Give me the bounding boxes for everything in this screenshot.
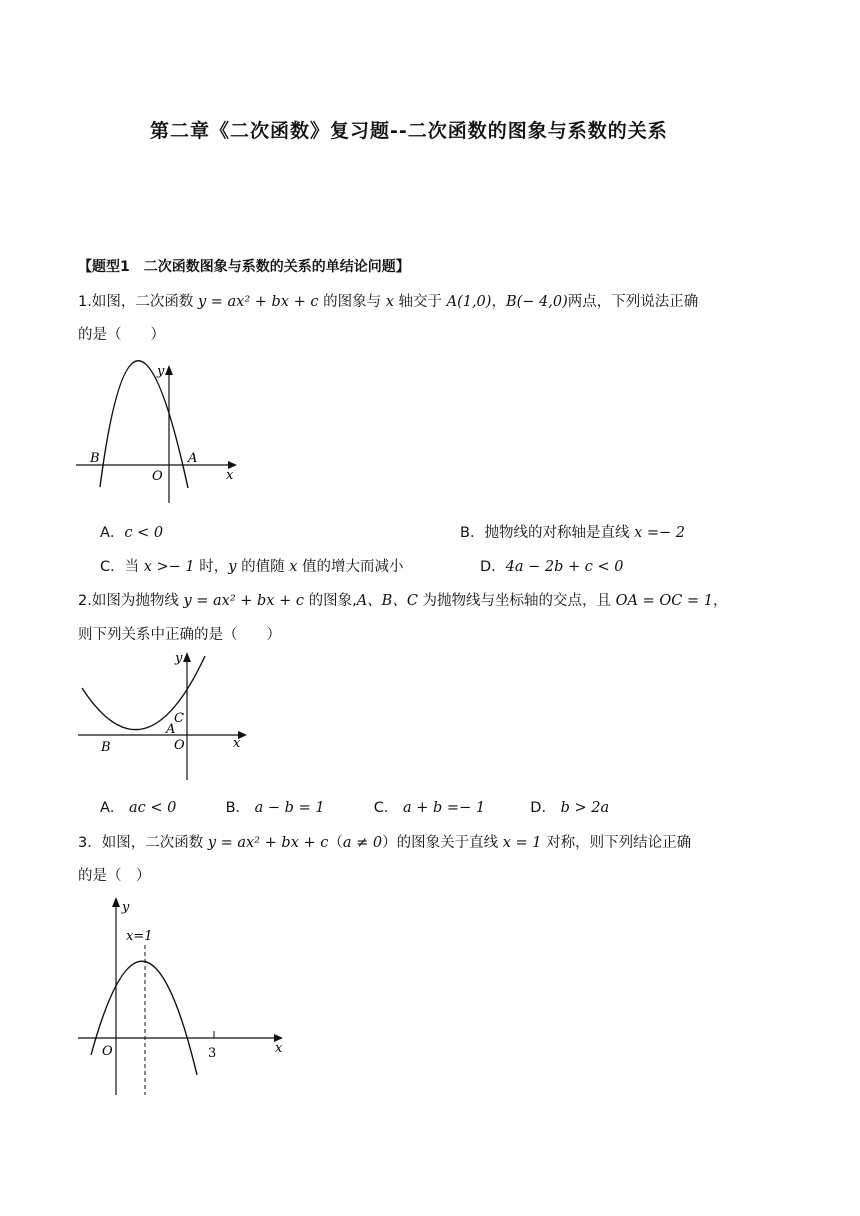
q2-label-a: A	[166, 722, 176, 737]
q2-equation: y = ax² + bx + c	[183, 593, 304, 609]
q2-label-x: x	[233, 736, 241, 751]
q3-number: 3．	[78, 835, 102, 851]
q2-label-y: y	[175, 651, 183, 666]
q1-equation: y = ax² + bx + c	[197, 294, 319, 310]
q1-label-a: A	[188, 451, 198, 466]
q3-label-axis: x=1	[126, 929, 153, 944]
q1-label-y: y	[157, 364, 165, 379]
q1-line1: 1.如图，二次函数 y = ax² + bx + c 的图象与 x 轴交于 A(1,0)，B(− 4,0)两点，下列说法正确	[78, 294, 699, 310]
q3-line2: 的是（ ）	[78, 868, 151, 884]
q2-label-c: C	[174, 711, 184, 726]
q2-condition: OA = OC = 1	[615, 593, 713, 609]
q3-label-o: O	[102, 1044, 113, 1059]
q3-label-x: x	[275, 1041, 283, 1056]
q1-label-b: B	[90, 451, 100, 466]
q3-line1: 3．如图，二次函数 y = ax² + bx + c（a ≠ 0）的图象关于直线 x = 1 对称，则下列结论正确	[78, 835, 692, 851]
q2-line1: 2.如图为抛物线 y = ax² + bx + c 的图象,A、B、C 为抛物线与坐标轴的交点，且 OA = OC = 1，	[78, 593, 728, 609]
q1-option-c: C．当 x >− 1 时，y 的值随 x 值的增大而减小	[100, 559, 404, 575]
q3-label-3: 3	[208, 1046, 217, 1061]
q2-line2: 则下列关系中正确的是（ ）	[78, 627, 281, 643]
q1-number: 1.	[78, 294, 92, 310]
q2-option-c: C． a + b =− 1	[373, 800, 486, 816]
q1-option-d: D．4a − 2b + c < 0	[480, 559, 624, 575]
q2-number: 2.	[78, 593, 92, 609]
q2-option-d: D． b > 2a	[530, 800, 610, 816]
q2-option-a: A． ac < 0	[100, 800, 177, 816]
q1-label-x: x	[226, 468, 234, 483]
q1-line2: 的是（ ）	[78, 327, 165, 343]
q2-label-o: O	[174, 738, 185, 753]
q3-label-y: y	[122, 900, 130, 915]
page-title: 第二章《二次函数》复习题--二次函数的图象与系数的关系	[150, 120, 668, 142]
q1-label-o: O	[152, 469, 163, 484]
q3-equation: y = ax² + bx + c	[207, 835, 329, 851]
q3-y-arrow-icon	[112, 897, 120, 907]
q1-option-b: B．抛物线的对称轴是直线 x =− 2	[460, 525, 685, 541]
q1-option-a: A．c < 0	[100, 525, 164, 541]
q2-label-b: B	[101, 740, 111, 755]
q1-point-a: A(1,0)	[446, 294, 492, 310]
section-heading: 【题型1 二次函数图象与系数的关系的单结论问题】	[78, 259, 410, 275]
q1-point-b: B(− 4,0)	[505, 294, 568, 310]
q2-option-b: B． a − b = 1	[225, 800, 325, 816]
